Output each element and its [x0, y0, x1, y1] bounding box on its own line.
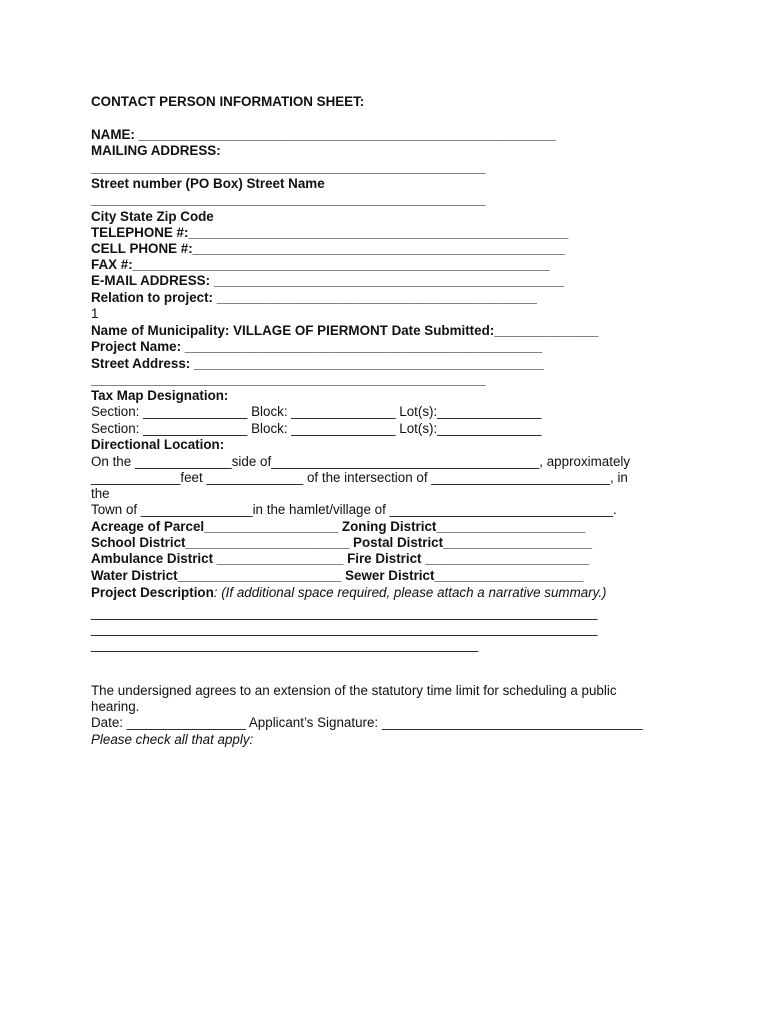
description-line-2: ____________________________________________________________________	[91, 621, 598, 636]
cell-phone-field: CELL PHONE #:__________________________________________________	[91, 241, 566, 256]
city-caption: City State Zip Code	[91, 209, 214, 224]
agreement-text-cont: hearing.	[91, 699, 140, 714]
date-signature-row: Date: ________________ Applicant’s Signature: ___________________________________	[91, 715, 643, 730]
mailing-address-label: MAILING ADDRESS:	[91, 143, 221, 158]
check-all-note: Please check all that apply:	[91, 732, 254, 747]
town-line: Town of _______________in the hamlet/village of ______________________________.	[91, 502, 617, 517]
fax-field: FAX #:________________________________________________________	[91, 257, 550, 272]
project-description-note: : (If additional space required, please attach a narrative summary.)	[213, 585, 607, 600]
page-number: 1	[91, 306, 99, 321]
street-address-field: Street Address: _______________________________________________	[91, 356, 544, 371]
directional-heading: Directional Location:	[91, 437, 225, 452]
page-title: CONTACT PERSON INFORMATION SHEET:	[91, 94, 365, 109]
water-sewer-row: Water District______________________ Sewer District____________________	[91, 568, 584, 583]
description-line-3: ____________________________________________________	[91, 637, 479, 652]
street-caption: Street number (PO Box) Street Name	[91, 176, 325, 191]
street-address-line-2: _____________________________________________________	[91, 372, 486, 387]
name-field: NAME: ________________________________________________________	[91, 127, 556, 142]
project-description-label: Project Description	[91, 585, 214, 600]
email-field: E-MAIL ADDRESS: _______________________________________________	[91, 273, 564, 288]
school-postal-row: School District______________________ Postal District____________________	[91, 535, 593, 550]
directional-line-1: On the _____________side of____________________________________, approximately	[91, 454, 631, 469]
directional-line-3: the	[91, 486, 110, 501]
ambulance-fire-row: Ambulance District _________________ Fire District ______________________	[91, 551, 590, 566]
telephone-field: TELEPHONE #:___________________________________________________	[91, 225, 569, 240]
section-row-1: Section: ______________ Block: ______________ Lot(s):______________	[91, 404, 542, 419]
agreement-text: The undersigned agrees to an extension of the statutory time limit for scheduling a public	[91, 683, 617, 698]
acreage-zoning-row: Acreage of Parcel__________________ Zoning District____________________	[91, 519, 586, 534]
directional-line-2: ____________feet _____________ of the intersection of ________________________, in	[91, 470, 628, 485]
address-line-2: _____________________________________________________	[91, 192, 486, 207]
description-line-1: ____________________________________________________________________	[91, 605, 598, 620]
municipality-field: Name of Municipality: VILLAGE OF PIERMONT Date Submitted:______________	[91, 323, 599, 338]
relation-field: Relation to project: ___________________________________________	[91, 290, 537, 305]
section-row-2: Section: ______________ Block: ______________ Lot(s):______________	[91, 421, 542, 436]
address-line-1: _____________________________________________________	[91, 160, 486, 175]
tax-map-heading: Tax Map Designation:	[91, 388, 229, 403]
project-name-field: Project Name: ________________________________________________	[91, 339, 543, 354]
project-description-line	[91, 585, 607, 601]
